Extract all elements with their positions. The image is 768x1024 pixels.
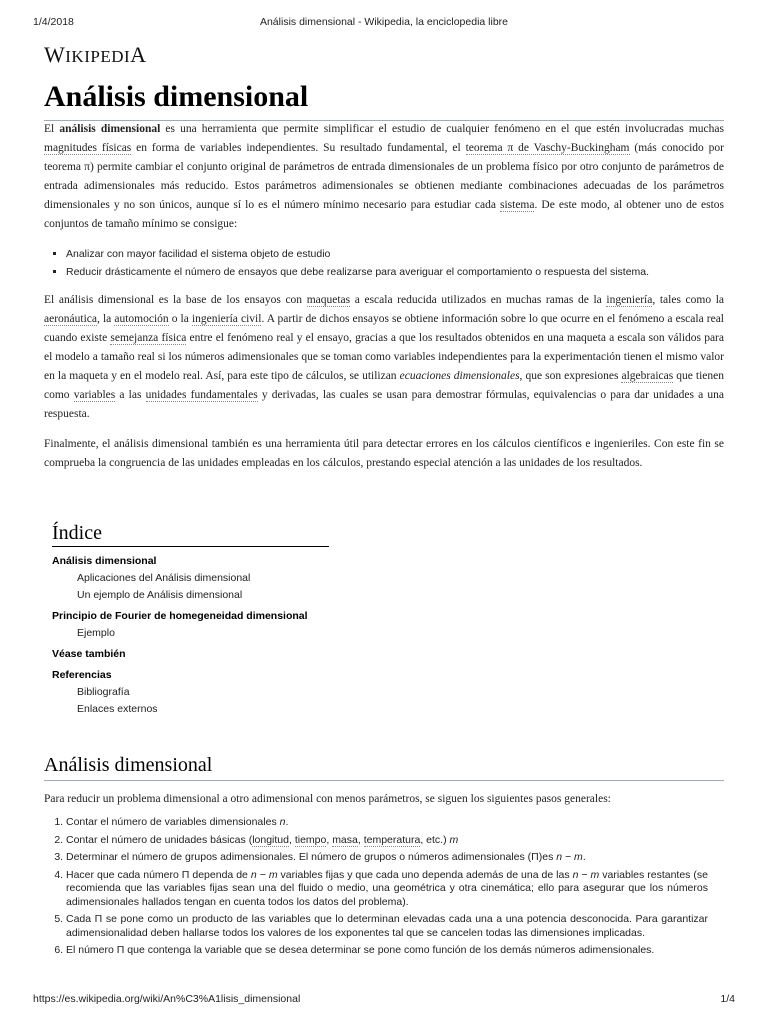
italic-term: ecuaciones dimensionales	[399, 370, 520, 382]
wiki-link[interactable]: tiempo	[294, 833, 327, 846]
text-run: o la	[168, 313, 192, 325]
step-item	[66, 851, 708, 865]
step-item	[66, 944, 708, 958]
toc-item[interactable]: Véase también	[52, 648, 126, 660]
step-item	[66, 816, 708, 830]
article-intro	[44, 120, 724, 484]
table-of-contents	[52, 522, 329, 718]
text-run: a las	[115, 389, 146, 401]
article-title: Análisis dimensional	[44, 80, 724, 121]
wiki-link[interactable]: variables	[73, 389, 116, 401]
bullet-item: ▪ Reducir drásticamente el número de ensayos que debe realizarse para averiguar el comportamiento o respuesta del sistema.	[66, 263, 724, 281]
print-footer	[33, 993, 735, 1007]
text-run: ,	[288, 833, 295, 846]
text-run: entre el fenómeno real y el ensayo, gracias a que los resultados obtenidos en una maqueta a escala son válidos para el modelo a tamaño real si los números adimensionales que se toman como variables independientes para la experimentación tienen el mismo valor en la maqueta y en el modelo real. Así, para este tipo de cálculos, se utilizan	[44, 332, 724, 382]
intro-paragraph-3	[44, 435, 724, 473]
wiki-link[interactable]: temperatura	[363, 833, 421, 846]
wiki-link[interactable]: semejanza física	[110, 332, 187, 344]
text-run: , la	[97, 313, 115, 325]
text-run: ,	[326, 833, 333, 846]
print-url: https://es.wikipedia.org/wiki/An%C3%A1lisis_dimensional	[33, 993, 301, 1005]
intro-bullets	[44, 245, 724, 281]
toc-item[interactable]: Principio de Fourier de homegeneidad dimensional	[52, 610, 308, 622]
wiki-link[interactable]: algebraicas	[621, 370, 674, 382]
wiki-link[interactable]: automoción	[114, 313, 169, 325]
toc-item[interactable]: Enlaces externos	[77, 703, 158, 715]
text-run: Finalmente, el análisis dimensional también es una herramienta útil para detectar errores en los cálculos científicos e ingenieriles. Con este fin se comprueba la congruencia de las unidades empleadas en los cálculos, prestando especial atención a las unidades de los resultados.	[44, 438, 724, 469]
step-item	[66, 869, 708, 910]
print-page-number: 1/4	[720, 993, 735, 1005]
intro-paragraph-2	[44, 291, 724, 424]
wiki-link[interactable]: teorema π de Vaschy-Buckingham	[465, 142, 630, 154]
text-run: (más conocido por teorema π) permite cambiar el conjunto original de parámetros de entrada dimensionales de un problema físico por otro conjunto de parámetros de entrada adimensionales más reducido. Estos parámetros adimensionales se obtienen mediante combinaciones adecuadas de los parámetros dimensionales y no son únicos, aunque sí lo es el número mínimo necesario para estudiar cada	[44, 142, 724, 211]
wiki-link[interactable]: ingeniería	[606, 294, 653, 306]
toc-item[interactable]: Análisis dimensional	[52, 555, 157, 567]
bullet-item: ▪ Analizar con mayor facilidad el sistema objeto de estudio	[66, 245, 724, 263]
text-run: .	[582, 851, 586, 863]
text-run: El	[44, 123, 60, 135]
toc-title: Índice	[52, 525, 329, 547]
steps-list	[44, 816, 708, 962]
logo-middle: IKIPEDI	[65, 47, 131, 66]
toc-item[interactable]: Referencias	[52, 669, 112, 681]
text-run: Contar el número de unidades básicas (	[66, 833, 253, 846]
italic-term: m	[449, 833, 459, 846]
wiki-link[interactable]: sistema	[499, 199, 535, 211]
text-run: es una herramienta que permite simplificar el estudio de cualquier fenómeno en el que estén involucradas muchas	[160, 123, 724, 135]
italic-term: n − m	[250, 868, 278, 881]
italic-term: n	[279, 816, 286, 828]
section-intro: Para reducir un problema dimensional a otro adimensional con menos parámetros, se siguen los siguientes pasos generales:	[44, 793, 611, 805]
intro-paragraph-1	[44, 120, 724, 234]
text-run: .	[285, 816, 289, 828]
text-run: . A partir de dichos ensayos se obtiene información sobre lo que ocurre en el fenómeno a escala real cuando existe	[44, 313, 724, 344]
toc-item[interactable]: Aplicaciones del Análisis dimensional	[77, 572, 251, 584]
text-run: , tales como la	[652, 294, 725, 306]
text-run: , que son expresiones	[519, 370, 622, 382]
step-item	[66, 913, 708, 940]
wiki-link[interactable]: ingeniería civil	[191, 313, 262, 325]
text-run: Hacer que cada número Π dependa de	[66, 868, 251, 881]
text-run: Determinar el número de grupos adimensionales. El número de grupos o números adimensionales (Π)es	[66, 851, 557, 863]
text-run: ,	[357, 833, 364, 846]
toc-item[interactable]: Bibliografía	[77, 686, 130, 698]
text-run: a escala reducida utilizados en muchas ramas de la	[350, 294, 607, 306]
wiki-link[interactable]: maquetas	[306, 294, 351, 306]
logo-a: A	[130, 42, 147, 67]
italic-term: n − m	[572, 868, 600, 881]
text-run: variables fijas y que cada uno dependa además de una de las	[277, 868, 573, 881]
wiki-link[interactable]: longitud	[252, 833, 289, 846]
wikipedia-logo[interactable]	[44, 42, 147, 68]
wiki-link[interactable]: magnitudes físicas	[44, 142, 132, 154]
wiki-link[interactable]: unidades fundamentales	[145, 389, 258, 401]
text-run: . De este modo, al obtener uno de estos conjuntos de tamaño mínimo se consigue:	[44, 199, 724, 230]
text-run: en forma de variables independientes. Su resultado fundamental, el	[131, 142, 466, 154]
toc-items	[52, 553, 329, 718]
italic-term: n − m	[556, 851, 583, 863]
logo-w: W	[44, 42, 66, 67]
toc-item[interactable]: Ejemplo	[77, 627, 115, 639]
print-date: 1/4/2018	[33, 16, 74, 28]
print-header	[33, 16, 735, 30]
text-run: variables restantes (se recomienda que las variables fijas sean una del fluido o medio, una geométrica y otra cinemática; ello para asegurar que los números adimensionales hallados tengan en cuenta todos los datos del problema).	[66, 868, 708, 908]
section-heading: Análisis dimensional	[44, 754, 724, 781]
text-run: que tienen como	[44, 370, 724, 401]
text-run: y derivadas, las cuales se usan para demostrar fórmulas, equivalencias o para dar unidades a una respuesta.	[44, 389, 724, 420]
step-item	[66, 834, 708, 848]
toc-item[interactable]: Un ejemplo de Análisis dimensional	[77, 589, 243, 601]
text-run: Cada Π se pone como un producto de las variables que lo determinan elevadas cada una a una potencia desconocida. Para garantizar adimensionalidad deben hallarse todos los valores de los exponentes tal que se cancelen todas las dimensiones implicadas.	[66, 913, 708, 939]
text-run: El número Π que contenga la variable que se desea determinar se pone como función de los demás números adimensionales.	[66, 944, 655, 956]
text-run: Contar el número de variables dimensionales	[66, 816, 280, 828]
text-run: , etc.)	[420, 833, 450, 846]
wiki-link[interactable]: masa	[332, 833, 358, 846]
print-page-title: Análisis dimensional - Wikipedia, la enciclopedia libre	[259, 16, 509, 28]
text-run: El análisis dimensional es la base de los ensayos con	[44, 294, 307, 306]
bold-term: análisis dimensional	[59, 123, 161, 135]
wiki-link[interactable]: aeronáutica	[44, 313, 97, 325]
